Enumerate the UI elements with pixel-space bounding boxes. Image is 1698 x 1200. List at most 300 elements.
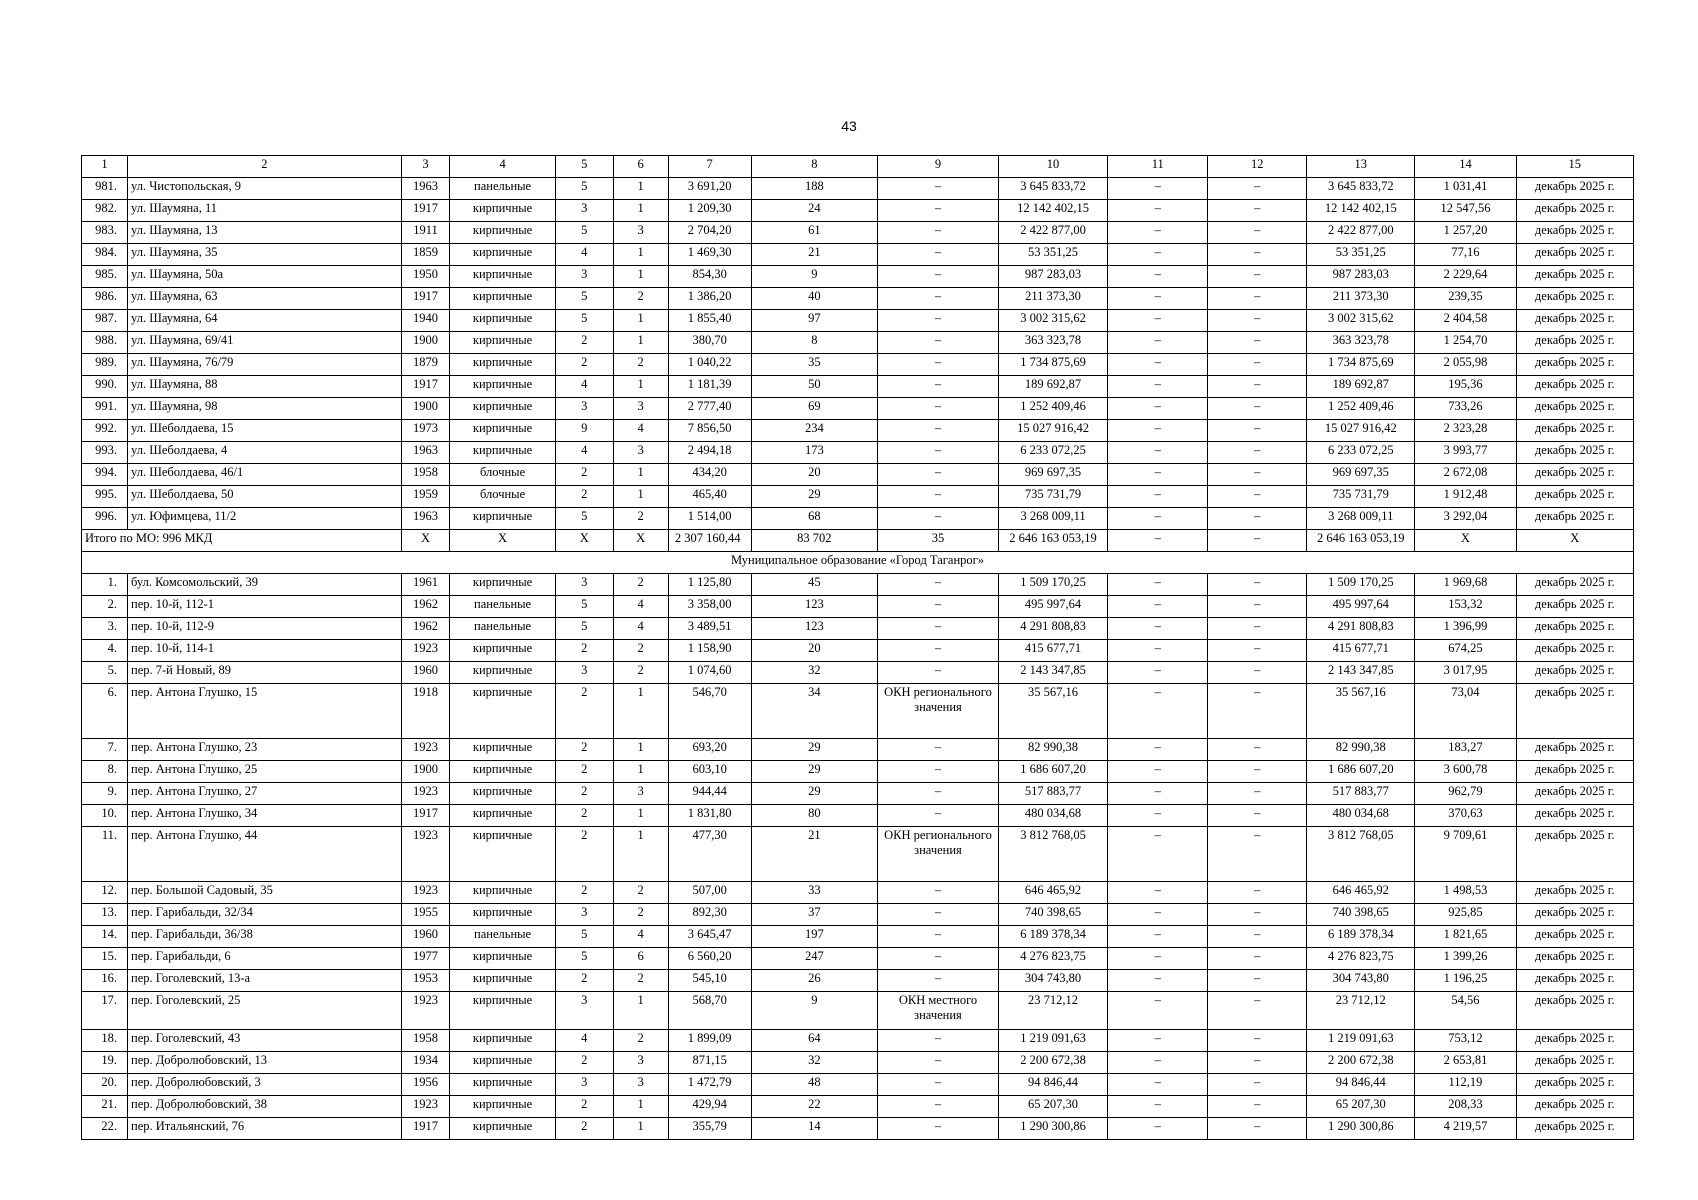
area-cell: 1 831,80 xyxy=(668,805,751,827)
address-cell: пер. Добролюбовский, 38 xyxy=(128,1096,402,1118)
cost-col-13-cell: 4 276 823,75 xyxy=(1307,948,1415,970)
wall-material-cell: кирпичные xyxy=(450,904,556,926)
cost-col-12-cell: – xyxy=(1208,904,1307,926)
cost-col-12-cell: – xyxy=(1208,992,1307,1030)
cost-total-cell: 189 692,87 xyxy=(998,376,1107,398)
cost-col-13-cell: 517 883,77 xyxy=(1307,783,1415,805)
residents-cell: 50 xyxy=(751,376,878,398)
area-cell: 507,00 xyxy=(668,882,751,904)
area-cell: 2 704,20 xyxy=(668,222,751,244)
address-cell: ул. Шеболдаева, 50 xyxy=(128,486,402,508)
wall-material-cell: кирпичные xyxy=(450,827,556,882)
completion-date-cell: декабрь 2025 г. xyxy=(1516,684,1633,739)
cost-total-cell: 3 268 009,11 xyxy=(998,508,1107,530)
completion-date-cell: декабрь 2025 г. xyxy=(1516,827,1633,882)
address-cell: пер. 10-й, 112-1 xyxy=(128,596,402,618)
cost-col-13-cell: 23 712,12 xyxy=(1307,992,1415,1030)
cost-per-sqm-cell: 239,35 xyxy=(1415,288,1516,310)
residents-cell: 20 xyxy=(751,464,878,486)
table-row xyxy=(82,926,1634,948)
heritage-status-cell: – xyxy=(878,222,999,244)
address-cell: ул. Шаумяна, 50а xyxy=(128,266,402,288)
cost-per-sqm-cell: 1 031,41 xyxy=(1415,178,1516,200)
area-cell: 693,20 xyxy=(668,739,751,761)
row-number-cell: 12. xyxy=(82,882,128,904)
cost-col-13-cell: 1 252 409,46 xyxy=(1307,398,1415,420)
cost-col-12-cell: – xyxy=(1208,596,1307,618)
floors-cell: 5 xyxy=(555,178,613,200)
wall-material-cell: кирпичные xyxy=(450,288,556,310)
header-row xyxy=(82,156,1634,178)
area-cell: 2 494,18 xyxy=(668,442,751,464)
residents-cell: 188 xyxy=(751,178,878,200)
cost-per-sqm-cell: 12 547,56 xyxy=(1415,200,1516,222)
cost-total-cell: 415 677,71 xyxy=(998,640,1107,662)
cost-col-12-cell: – xyxy=(1208,640,1307,662)
heritage-status-cell: ОКН местного значения xyxy=(878,992,999,1030)
floors-cell: 3 xyxy=(555,200,613,222)
floors-cell: 4 xyxy=(555,1030,613,1052)
cost-col-13-cell: 495 997,64 xyxy=(1307,596,1415,618)
cost-per-sqm-cell: 1 498,53 xyxy=(1415,882,1516,904)
floors-cell: 2 xyxy=(555,761,613,783)
cost-total-cell: 969 697,35 xyxy=(998,464,1107,486)
column-header: 7 xyxy=(668,156,751,178)
address-cell: пер. 10-й, 114-1 xyxy=(128,640,402,662)
cost-col-12-cell: – xyxy=(1208,200,1307,222)
residents-cell: 61 xyxy=(751,222,878,244)
table-row xyxy=(82,398,1634,420)
column-header: 13 xyxy=(1307,156,1415,178)
completion-date-cell: декабрь 2025 г. xyxy=(1516,354,1633,376)
year-built-cell: 1940 xyxy=(401,310,449,332)
heritage-status-cell: – xyxy=(878,486,999,508)
year-built-cell: 1917 xyxy=(401,200,449,222)
row-number-cell: 983. xyxy=(82,222,128,244)
address-cell: пер. Антона Глушко, 34 xyxy=(128,805,402,827)
entrances-cell: 2 xyxy=(613,1030,668,1052)
row-number-cell: 11. xyxy=(82,827,128,882)
entrances-cell: 3 xyxy=(613,222,668,244)
table-row xyxy=(82,332,1634,354)
address-cell: ул. Шаумяна, 13 xyxy=(128,222,402,244)
address-cell: пер. 7-й Новый, 89 xyxy=(128,662,402,684)
row-number-cell: 981. xyxy=(82,178,128,200)
entrances-cell: 1 xyxy=(613,1118,668,1140)
cost-col-12-cell: – xyxy=(1208,684,1307,739)
year-built-cell: 1900 xyxy=(401,332,449,354)
cost-col-12-cell: – xyxy=(1208,827,1307,882)
cost-col-12-cell: – xyxy=(1208,970,1307,992)
wall-material-cell: кирпичные xyxy=(450,1118,556,1140)
floors-cell: 9 xyxy=(555,420,613,442)
cost-col-11-cell: – xyxy=(1108,332,1208,354)
year-built-cell: 1959 xyxy=(401,486,449,508)
row-number-cell: 994. xyxy=(82,464,128,486)
cost-col-11-cell: – xyxy=(1108,662,1208,684)
cost-col-13-cell: 189 692,87 xyxy=(1307,376,1415,398)
cost-col-11-cell: – xyxy=(1108,926,1208,948)
area-cell: 1 181,39 xyxy=(668,376,751,398)
cost-col-11-cell: – xyxy=(1108,288,1208,310)
address-cell: ул. Шаумяна, 88 xyxy=(128,376,402,398)
cost-col-12-cell: – xyxy=(1208,1052,1307,1074)
heritage-status-cell: – xyxy=(878,618,999,640)
cost-total-cell: 6 189 378,34 xyxy=(998,926,1107,948)
address-cell: пер. Гарибальди, 32/34 xyxy=(128,904,402,926)
area-cell: 1 469,30 xyxy=(668,244,751,266)
completion-date-cell: декабрь 2025 г. xyxy=(1516,970,1633,992)
heritage-status-cell: ОКН регионального значения xyxy=(878,827,999,882)
table-row xyxy=(82,761,1634,783)
cost-col-11-cell: – xyxy=(1108,1052,1208,1074)
area-cell: 3 645,47 xyxy=(668,926,751,948)
total-cell: 2 646 163 053,19 xyxy=(1307,530,1415,552)
cost-per-sqm-cell: 3 600,78 xyxy=(1415,761,1516,783)
total-cell: 35 xyxy=(878,530,999,552)
completion-date-cell: декабрь 2025 г. xyxy=(1516,178,1633,200)
cost-col-12-cell: – xyxy=(1208,805,1307,827)
total-cell: X xyxy=(1516,530,1633,552)
area-cell: 465,40 xyxy=(668,486,751,508)
entrances-cell: 1 xyxy=(613,332,668,354)
cost-col-12-cell: – xyxy=(1208,761,1307,783)
row-number-cell: 993. xyxy=(82,442,128,464)
completion-date-cell: декабрь 2025 г. xyxy=(1516,574,1633,596)
completion-date-cell: декабрь 2025 г. xyxy=(1516,618,1633,640)
area-cell: 429,94 xyxy=(668,1096,751,1118)
year-built-cell: 1953 xyxy=(401,970,449,992)
total-cell: X xyxy=(401,530,449,552)
completion-date-cell: декабрь 2025 г. xyxy=(1516,332,1633,354)
heritage-status-cell: – xyxy=(878,761,999,783)
completion-date-cell: декабрь 2025 г. xyxy=(1516,761,1633,783)
heritage-status-cell: – xyxy=(878,783,999,805)
row-number-cell: 987. xyxy=(82,310,128,332)
cost-col-12-cell: – xyxy=(1208,948,1307,970)
floors-cell: 3 xyxy=(555,662,613,684)
row-number-cell: 986. xyxy=(82,288,128,310)
table-row xyxy=(82,684,1634,739)
column-header: 5 xyxy=(555,156,613,178)
year-built-cell: 1962 xyxy=(401,596,449,618)
area-cell: 545,10 xyxy=(668,970,751,992)
floors-cell: 4 xyxy=(555,442,613,464)
table-row xyxy=(82,827,1634,882)
cost-col-11-cell: – xyxy=(1108,761,1208,783)
cost-col-13-cell: 82 990,38 xyxy=(1307,739,1415,761)
cost-per-sqm-cell: 674,25 xyxy=(1415,640,1516,662)
floors-cell: 3 xyxy=(555,398,613,420)
cost-total-cell: 6 233 072,25 xyxy=(998,442,1107,464)
entrances-cell: 1 xyxy=(613,486,668,508)
cost-col-12-cell: – xyxy=(1208,1118,1307,1140)
cost-col-13-cell: 480 034,68 xyxy=(1307,805,1415,827)
cost-col-11-cell: – xyxy=(1108,805,1208,827)
wall-material-cell: кирпичные xyxy=(450,882,556,904)
floors-cell: 5 xyxy=(555,288,613,310)
cost-col-13-cell: 415 677,71 xyxy=(1307,640,1415,662)
entrances-cell: 4 xyxy=(613,420,668,442)
completion-date-cell: декабрь 2025 г. xyxy=(1516,783,1633,805)
wall-material-cell: кирпичные xyxy=(450,332,556,354)
total-row xyxy=(82,530,1634,552)
cost-col-13-cell: 94 846,44 xyxy=(1307,1074,1415,1096)
heritage-status-cell: – xyxy=(878,420,999,442)
floors-cell: 2 xyxy=(555,827,613,882)
cost-col-11-cell: – xyxy=(1108,1096,1208,1118)
row-number-cell: 988. xyxy=(82,332,128,354)
heritage-status-cell: – xyxy=(878,1118,999,1140)
cost-per-sqm-cell: 1 196,25 xyxy=(1415,970,1516,992)
cost-total-cell: 3 812 768,05 xyxy=(998,827,1107,882)
cost-col-13-cell: 3 268 009,11 xyxy=(1307,508,1415,530)
cost-total-cell: 987 283,03 xyxy=(998,266,1107,288)
year-built-cell: 1960 xyxy=(401,926,449,948)
address-cell: пер. 10-й, 112-9 xyxy=(128,618,402,640)
address-cell: пер. Большой Садовый, 35 xyxy=(128,882,402,904)
year-built-cell: 1960 xyxy=(401,662,449,684)
address-cell: ул. Шаумяна, 76/79 xyxy=(128,354,402,376)
total-cell: X xyxy=(613,530,668,552)
register-table xyxy=(81,155,1634,1140)
residents-cell: 14 xyxy=(751,1118,878,1140)
area-cell: 7 856,50 xyxy=(668,420,751,442)
floors-cell: 5 xyxy=(555,310,613,332)
cost-per-sqm-cell: 195,36 xyxy=(1415,376,1516,398)
row-number-cell: 7. xyxy=(82,739,128,761)
row-number-cell: 16. xyxy=(82,970,128,992)
cost-total-cell: 12 142 402,15 xyxy=(998,200,1107,222)
year-built-cell: 1958 xyxy=(401,1030,449,1052)
table-row xyxy=(82,596,1634,618)
cost-col-13-cell: 1 290 300,86 xyxy=(1307,1118,1415,1140)
wall-material-cell: кирпичные xyxy=(450,1030,556,1052)
table-row xyxy=(82,464,1634,486)
cost-per-sqm-cell: 370,63 xyxy=(1415,805,1516,827)
area-cell: 3 691,20 xyxy=(668,178,751,200)
address-cell: ул. Шаумяна, 11 xyxy=(128,200,402,222)
cost-col-12-cell: – xyxy=(1208,288,1307,310)
wall-material-cell: панельные xyxy=(450,596,556,618)
cost-col-13-cell: 3 812 768,05 xyxy=(1307,827,1415,882)
cost-per-sqm-cell: 4 219,57 xyxy=(1415,1118,1516,1140)
residents-cell: 24 xyxy=(751,200,878,222)
heritage-status-cell: – xyxy=(878,640,999,662)
completion-date-cell: декабрь 2025 г. xyxy=(1516,1052,1633,1074)
entrances-cell: 1 xyxy=(613,684,668,739)
address-cell: пер. Гоголевский, 43 xyxy=(128,1030,402,1052)
row-number-cell: 14. xyxy=(82,926,128,948)
address-cell: пер. Гоголевский, 13-а xyxy=(128,970,402,992)
cost-col-12-cell: – xyxy=(1208,332,1307,354)
residents-cell: 8 xyxy=(751,332,878,354)
residents-cell: 29 xyxy=(751,486,878,508)
wall-material-cell: панельные xyxy=(450,618,556,640)
table-row xyxy=(82,178,1634,200)
cost-total-cell: 4 276 823,75 xyxy=(998,948,1107,970)
row-number-cell: 9. xyxy=(82,783,128,805)
cost-total-cell: 3 645 833,72 xyxy=(998,178,1107,200)
cost-col-12-cell: – xyxy=(1208,398,1307,420)
year-built-cell: 1923 xyxy=(401,640,449,662)
address-cell: ул. Шаумяна, 98 xyxy=(128,398,402,420)
entrances-cell: 4 xyxy=(613,596,668,618)
cost-per-sqm-cell: 2 404,58 xyxy=(1415,310,1516,332)
wall-material-cell: панельные xyxy=(450,926,556,948)
cost-col-13-cell: 1 509 170,25 xyxy=(1307,574,1415,596)
entrances-cell: 2 xyxy=(613,882,668,904)
row-number-cell: 984. xyxy=(82,244,128,266)
floors-cell: 3 xyxy=(555,904,613,926)
address-cell: бул. Комсомольский, 39 xyxy=(128,574,402,596)
completion-date-cell: декабрь 2025 г. xyxy=(1516,486,1633,508)
year-built-cell: 1961 xyxy=(401,574,449,596)
row-number-cell: 8. xyxy=(82,761,128,783)
wall-material-cell: кирпичные xyxy=(450,266,556,288)
cost-per-sqm-cell: 1 821,65 xyxy=(1415,926,1516,948)
completion-date-cell: декабрь 2025 г. xyxy=(1516,376,1633,398)
wall-material-cell: кирпичные xyxy=(450,1052,556,1074)
cost-per-sqm-cell: 54,56 xyxy=(1415,992,1516,1030)
cost-col-11-cell: – xyxy=(1108,178,1208,200)
cost-col-12-cell: – xyxy=(1208,618,1307,640)
cost-total-cell: 15 027 916,42 xyxy=(998,420,1107,442)
cost-total-cell: 35 567,16 xyxy=(998,684,1107,739)
table-row xyxy=(82,805,1634,827)
year-built-cell: 1923 xyxy=(401,739,449,761)
address-cell: ул. Шеболдаева, 46/1 xyxy=(128,464,402,486)
entrances-cell: 1 xyxy=(613,310,668,332)
completion-date-cell: декабрь 2025 г. xyxy=(1516,882,1633,904)
cost-per-sqm-cell: 2 653,81 xyxy=(1415,1052,1516,1074)
cost-col-12-cell: – xyxy=(1208,486,1307,508)
cost-col-11-cell: – xyxy=(1108,783,1208,805)
row-number-cell: 5. xyxy=(82,662,128,684)
cost-per-sqm-cell: 1 254,70 xyxy=(1415,332,1516,354)
cost-col-13-cell: 735 731,79 xyxy=(1307,486,1415,508)
heritage-status-cell: – xyxy=(878,926,999,948)
cost-col-13-cell: 740 398,65 xyxy=(1307,904,1415,926)
wall-material-cell: кирпичные xyxy=(450,948,556,970)
row-number-cell: 15. xyxy=(82,948,128,970)
cost-total-cell: 517 883,77 xyxy=(998,783,1107,805)
address-cell: пер. Антона Глушко, 23 xyxy=(128,739,402,761)
completion-date-cell: декабрь 2025 г. xyxy=(1516,288,1633,310)
entrances-cell: 2 xyxy=(613,288,668,310)
row-number-cell: 19. xyxy=(82,1052,128,1074)
cost-col-12-cell: – xyxy=(1208,882,1307,904)
cost-col-11-cell: – xyxy=(1108,739,1208,761)
wall-material-cell: кирпичные xyxy=(450,1096,556,1118)
cost-col-11-cell: – xyxy=(1108,1118,1208,1140)
floors-cell: 3 xyxy=(555,992,613,1030)
year-built-cell: 1923 xyxy=(401,783,449,805)
cost-col-11-cell: – xyxy=(1108,948,1208,970)
cost-col-13-cell: 1 734 875,69 xyxy=(1307,354,1415,376)
area-cell: 568,70 xyxy=(668,992,751,1030)
table-row xyxy=(82,970,1634,992)
address-cell: ул. Юфимцева, 11/2 xyxy=(128,508,402,530)
cost-total-cell: 4 291 808,83 xyxy=(998,618,1107,640)
year-built-cell: 1900 xyxy=(401,398,449,420)
cost-col-11-cell: – xyxy=(1108,244,1208,266)
section-row xyxy=(82,552,1634,574)
row-number-cell: 990. xyxy=(82,376,128,398)
total-label: Итого по МО: 996 МКД xyxy=(82,530,402,552)
area-cell: 434,20 xyxy=(668,464,751,486)
cost-col-13-cell: 987 283,03 xyxy=(1307,266,1415,288)
table-row xyxy=(82,662,1634,684)
wall-material-cell: кирпичные xyxy=(450,640,556,662)
wall-material-cell: кирпичные xyxy=(450,310,556,332)
wall-material-cell: кирпичные xyxy=(450,398,556,420)
residents-cell: 123 xyxy=(751,618,878,640)
table-row xyxy=(82,376,1634,398)
cost-per-sqm-cell: 1 912,48 xyxy=(1415,486,1516,508)
residents-cell: 64 xyxy=(751,1030,878,1052)
wall-material-cell: кирпичные xyxy=(450,442,556,464)
wall-material-cell: кирпичные xyxy=(450,992,556,1030)
area-cell: 2 777,40 xyxy=(668,398,751,420)
cost-col-13-cell: 646 465,92 xyxy=(1307,882,1415,904)
residents-cell: 29 xyxy=(751,739,878,761)
table-row xyxy=(82,882,1634,904)
heritage-status-cell: – xyxy=(878,596,999,618)
heritage-status-cell: – xyxy=(878,970,999,992)
year-built-cell: 1963 xyxy=(401,508,449,530)
heritage-status-cell: – xyxy=(878,442,999,464)
row-number-cell: 991. xyxy=(82,398,128,420)
cost-total-cell: 363 323,78 xyxy=(998,332,1107,354)
cost-col-13-cell: 363 323,78 xyxy=(1307,332,1415,354)
address-cell: пер. Добролюбовский, 3 xyxy=(128,1074,402,1096)
cost-col-11-cell: – xyxy=(1108,464,1208,486)
entrances-cell: 3 xyxy=(613,783,668,805)
entrances-cell: 3 xyxy=(613,1052,668,1074)
wall-material-cell: кирпичные xyxy=(450,1074,556,1096)
cost-col-11-cell: – xyxy=(1108,904,1208,926)
cost-col-13-cell: 3 002 315,62 xyxy=(1307,310,1415,332)
residents-cell: 21 xyxy=(751,244,878,266)
cost-col-11-cell: – xyxy=(1108,354,1208,376)
entrances-cell: 1 xyxy=(613,761,668,783)
table-row xyxy=(82,1074,1634,1096)
entrances-cell: 1 xyxy=(613,244,668,266)
cost-col-11-cell: – xyxy=(1108,640,1208,662)
floors-cell: 2 xyxy=(555,486,613,508)
cost-per-sqm-cell: 112,19 xyxy=(1415,1074,1516,1096)
floors-cell: 3 xyxy=(555,574,613,596)
cost-per-sqm-cell: 1 257,20 xyxy=(1415,222,1516,244)
heritage-status-cell: – xyxy=(878,332,999,354)
residents-cell: 29 xyxy=(751,783,878,805)
heritage-status-cell: – xyxy=(878,805,999,827)
year-built-cell: 1923 xyxy=(401,827,449,882)
wall-material-cell: панельные xyxy=(450,178,556,200)
cost-per-sqm-cell: 3 292,04 xyxy=(1415,508,1516,530)
year-built-cell: 1923 xyxy=(401,992,449,1030)
year-built-cell: 1918 xyxy=(401,684,449,739)
table-row xyxy=(82,904,1634,926)
cost-col-11-cell: – xyxy=(1108,200,1208,222)
cost-col-12-cell: – xyxy=(1208,1074,1307,1096)
residents-cell: 20 xyxy=(751,640,878,662)
cost-total-cell: 3 002 315,62 xyxy=(998,310,1107,332)
cost-total-cell: 646 465,92 xyxy=(998,882,1107,904)
cost-col-12-cell: – xyxy=(1208,420,1307,442)
heritage-status-cell: – xyxy=(878,948,999,970)
